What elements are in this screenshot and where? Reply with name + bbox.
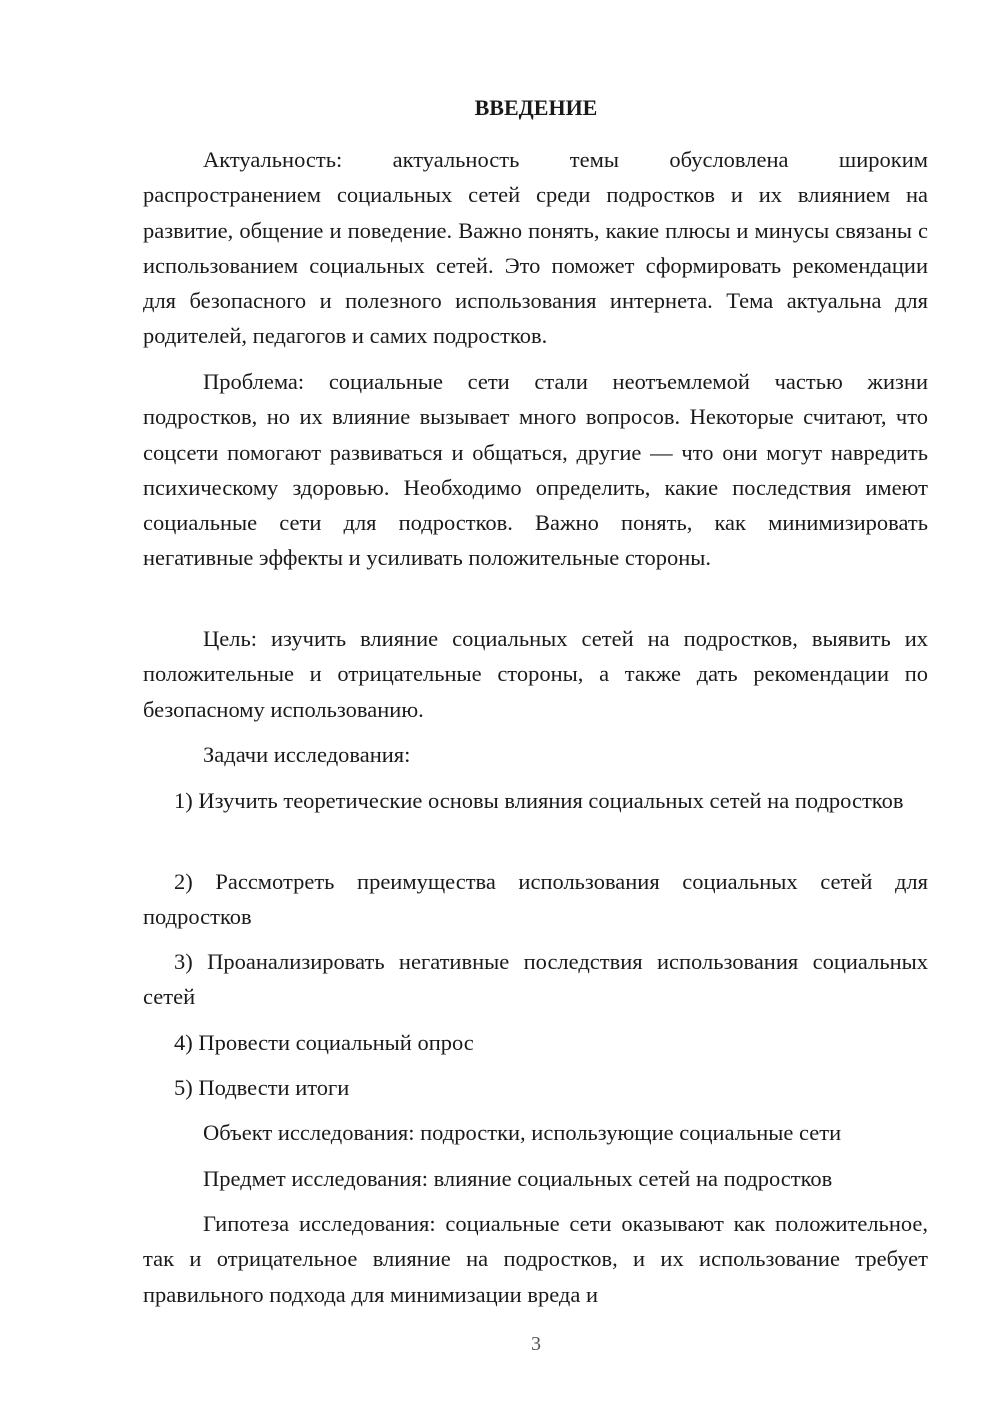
task-item-5: 5) Подвести итоги: [174, 1075, 350, 1100]
goal-paragraph: Цель: изучить влияние социальных сетей на подростков, выявить их положительные и отрицательные стороны, а также дать рекомендации по безопасному использованию.: [143, 626, 928, 722]
task-item-2: 2) Рассмотреть преимущества использования социальных сетей для подростков: [143, 869, 928, 930]
page-number: 3: [531, 1333, 541, 1355]
hypothesis-paragraph: Гипотеза исследования: социальные сети оказывают как положительное, так и отрицательное влияние на подростков, и их использование требует правильного подхода для минимизации вреда и: [143, 1211, 928, 1307]
section-title: ВВЕДЕНИЕ: [474, 95, 598, 120]
task-item-3: 3) Проанализировать негативные последствия использования социальных сетей: [143, 949, 928, 1010]
subject-paragraph: Предмет исследования: влияние социальных сетей на подростков: [203, 1166, 833, 1191]
object-paragraph: Объект исследования: подростки, использующие социальные сети: [203, 1120, 842, 1145]
task-item-1: 1) Изучить теоретические основы влияния социальных сетей на подростков: [174, 788, 904, 813]
task-item-4: 4) Провести социальный опрос: [174, 1030, 474, 1055]
relevance-paragraph: Актуальность: актуальность темы обусловлена широким распространением социальных сетей среди подростков и их влиянием на развитие, общение и поведение. Важно понять, какие плюсы и минусы связаны с использованием социальных сетей. Это поможет сформировать рекомендации для безопасного и полезного использования интернета. Тема актуальна для родителей, педагогов и самих подростков.: [143, 147, 928, 349]
problem-paragraph: Проблема: социальные сети стали неотъемлемой частью жизни подростков, но их влияние вызывает много вопросов. Некоторые считают, что соцсети помогают развиваться и общаться, другие — что они могут навредить психическому здоровью. Необходимо определить, какие последствия имеют социальные сети для подростков. Важно понять, как минимизировать негативные эффекты и усиливать положительные стороны.: [143, 369, 928, 571]
tasks-heading: Задачи исследования:: [203, 742, 411, 767]
